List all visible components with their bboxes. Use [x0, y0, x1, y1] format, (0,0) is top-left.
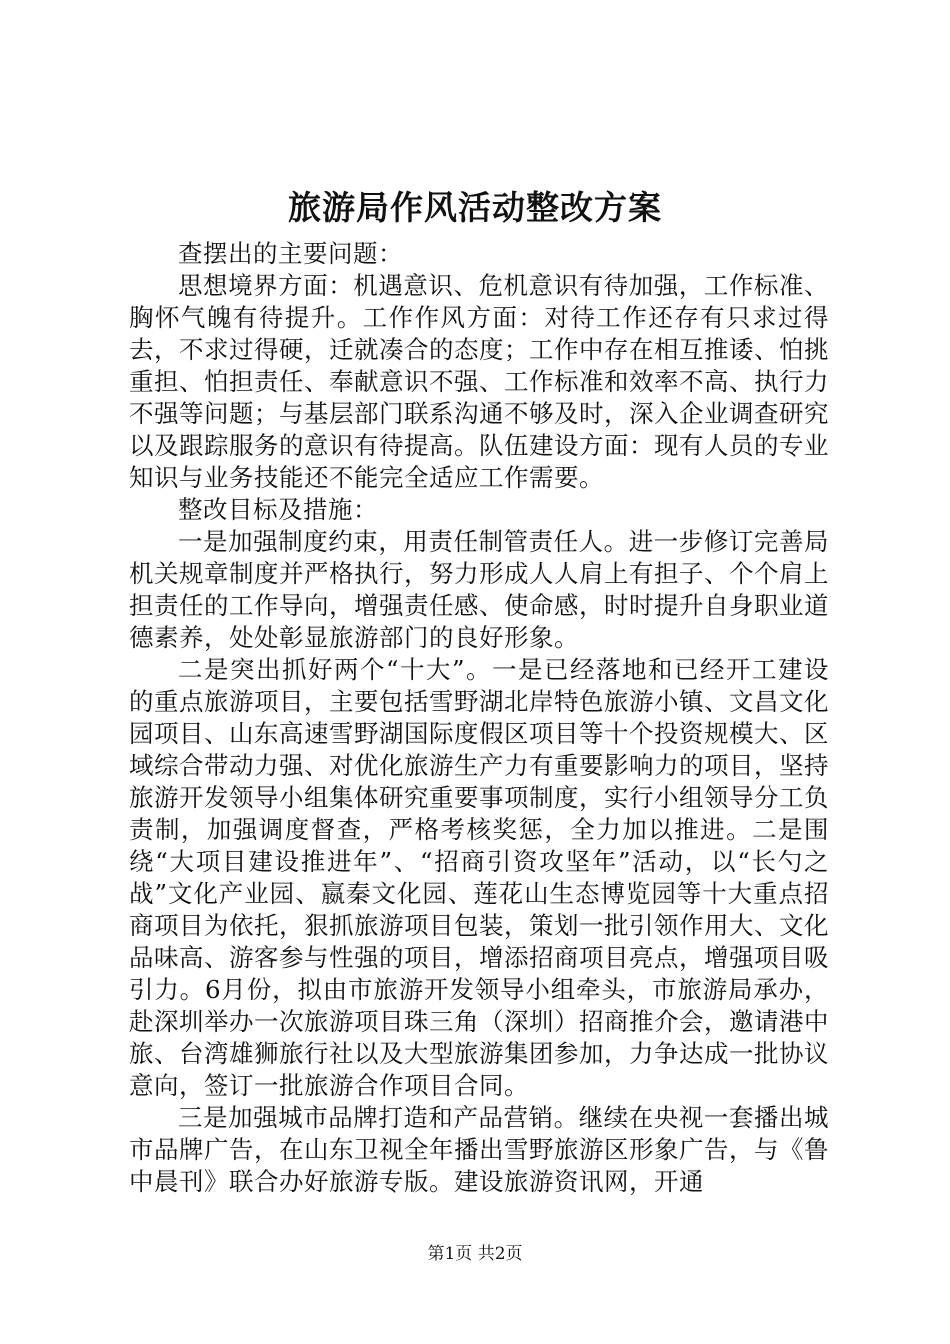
paragraph-problems-detail: 思想境界方面：机遇意识、危机意识有待加强，工作标准、胸怀气魄有待提升。工作作风方面：对待工作还存有只求过得去，不求过得硬，迁就凑合的态度；工作中存在相互推诿、怕挑重担、怕担责任、奉献意识不强、工作标准和效率不高、执行力不强等问题；与基层部门联系沟通不够及时，深入企业调查研究以及跟踪服务的意识有待提高。队伍建设方面：现有人员的专业知识与业务技能还不能完全适应工作需要。 [129, 271, 829, 492]
paragraph-measure-two: 二是突出抓好两个“十大”。一是已经落地和已经开工建设的重点旅游项目，主要包括雪野湖北岸特色旅游小镇、文昌文化园项目、山东高速雪野湖国际度假区项目等十个投资规模大、区域综合带动力强、对优化旅游生产力有重要影响力的项目，坚持旅游开发领导小组集体研究重要事项制度，实行小组领导分工负责制，加强调度督查，严格考核奖惩，全力加以推进。二是围绕“大项目建设推进年”、“招商引资攻坚年”活动，以“长勺之战”文化产业园、嬴秦文化园、莲花山生态博览园等十大重点招商项目为依托，狠抓旅游项目包装，策划一批引领作用大、文化品味高、游客参与性强的项目，增添招商项目亮点，增强项目吸引力。6月份，拟由市旅游开发领导小组牵头，市旅游局承办，赴深圳举办一次旅游项目珠三角（深圳）招商推介会，邀请港中旅、台湾雄狮旅行社以及大型旅游集团参加，力争达成一批协议意向，签订一批旅游合作项目合同。 [129, 655, 829, 1100]
page-number-footer: 第1页 共2页 [427, 1244, 523, 1264]
document-title: 旅游局作风活动整改方案 [288, 188, 662, 227]
paragraph-problems-heading: 查摆出的主要问题： [178, 239, 403, 268]
document-body [129, 238, 829, 1198]
paragraph-measure-three: 三是加强城市品牌打造和产品营销。继续在央视一套播出城市品牌广告，在山东卫视全年播出雪野旅游区形象广告，与《鲁中晨刊》联合办好旅游专版。建设旅游资讯网，开通 [129, 1103, 829, 1196]
paragraph-measures-heading: 整改目标及措施： [178, 495, 378, 524]
paragraph-measure-one: 一是加强制度约束，用责任制管责任人。进一步修订完善局机关规章制度并严格执行，努力形成人人肩上有担子、个个肩上担责任的工作导向，增强责任感、使命感，时时提升自身职业道德素养，处处彰显旅游部门的良好形象。 [129, 527, 829, 652]
